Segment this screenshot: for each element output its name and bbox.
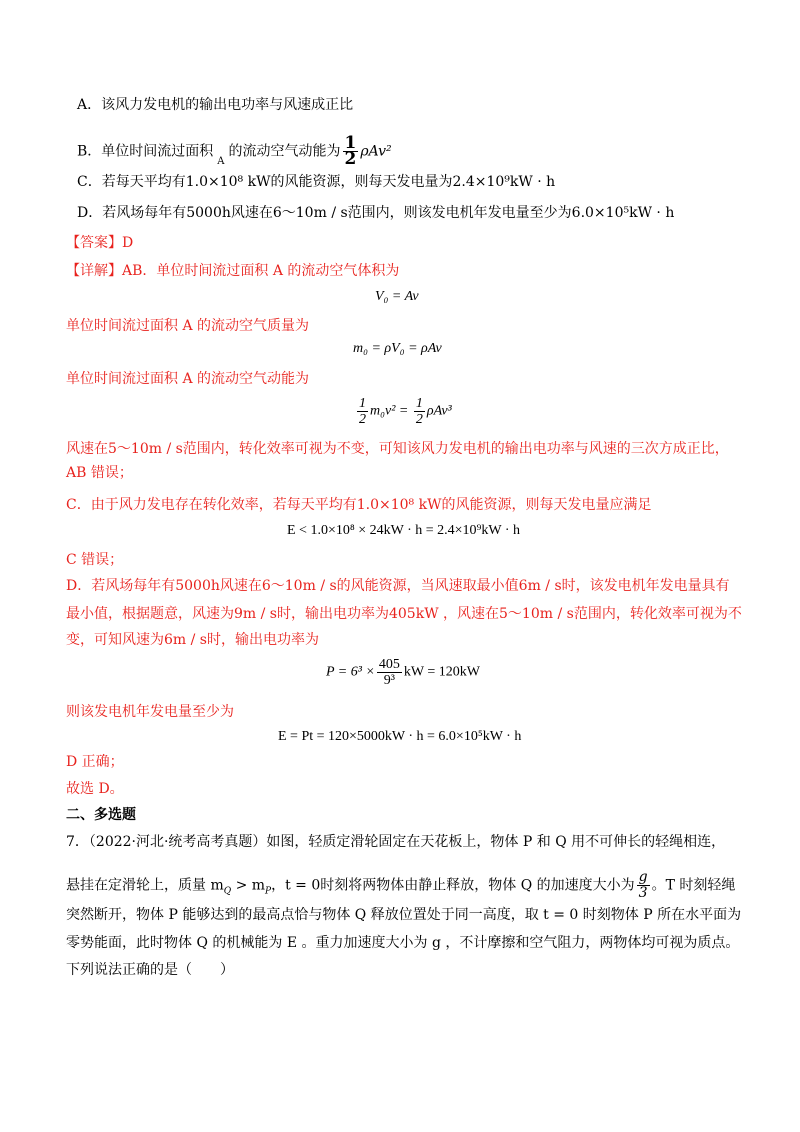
answer: 【答案】D [66, 235, 134, 251]
option-b-text: B．单位时间流过面积 [77, 143, 214, 160]
option-c: C．若每天平均有1.0×10⁸ kW的风能资源，则每天发电量为2.4×10⁹kW · h [77, 174, 556, 190]
detail-ke-text: 单位时间流过面积 A 的流动空气动能为 [66, 371, 310, 387]
q7-line-2b: > m [231, 877, 266, 894]
option-b-half: $\frac{1}{2}$ [344, 133, 357, 169]
detail-c-wrong: C 错误； [66, 552, 124, 568]
eq-p-right: kW = 120kW [403, 664, 480, 680]
detail-d-correct: D 正确； [66, 754, 124, 770]
option-b-sym: A [217, 155, 225, 167]
eq-ke-rhs: m₀v² = [370, 403, 412, 419]
eq-ke-half-1: $\frac{1}{2}$ [359, 396, 366, 427]
eq-c: E < 1.0×10⁸ × 24kW · h = 2.4×10⁹kW · h [287, 523, 521, 538]
option-d: D．若风场每年有5000h风速在6～10m / s范围内，则该发电机年发电量至少为6.0×10⁵kW · h [77, 205, 675, 221]
q7-line-4: 零势能面，此时物体 Q 的机械能为 E 。重力加速度大小为 g ，不计摩擦和空气阻力，两物体均可视为质点。 [66, 935, 740, 951]
detail-d-text-2: 最小值，根据题意，风速为9m / s时，输出电功率为405kW ，风速在5～10m / s范围内，转化效率可视为不 [66, 606, 742, 622]
eq-v0: V₀ = Av [375, 289, 419, 304]
q7-line-5: 下列说法正确的是（ ） [66, 962, 234, 978]
eq-ke [355, 396, 452, 427]
section-title: 二、多选题 [66, 807, 136, 823]
detail-choose: 故选 D。 [66, 781, 124, 797]
q7-line-2a: 悬挂在定滑轮上，质量 m [66, 877, 224, 894]
detail-ab-conclusion-2: AB 错误； [66, 465, 133, 481]
option-b [77, 133, 392, 172]
eq-e: E = Pt = 120×5000kW · h = 6.0×10⁵kW · h [278, 729, 522, 744]
q7-frac-num: g [638, 869, 648, 885]
detail-d-text-3: 变，可知风速为6m / s时，输出电功率为 [66, 632, 319, 648]
detail-c-text: C．由于风力发电存在转化效率，若每天平均有1.0×10⁸ kW的风能资源，则每天发电量应满足 [66, 497, 652, 513]
q7-line-1: 7．（2022·河北·统考高考真题）如图，轻质定滑轮固定在天花板上，物体 P 和 Q 用不可伸长的轻绳相连， [66, 834, 726, 850]
q7-line-2: 悬挂在定滑轮上，质量 $m_Q > m_P$，t = 0时刻将两物体由静止释放，物体 Q 的加速度大小为 $\frac{g}{3}$ 。T 时刻轻绳 [66, 869, 736, 901]
q7-line-2c: ，t = 0时刻将两物体由静止释放，物体 Q 的加速度大小为 [271, 877, 635, 894]
q7-line-2d: 。T 时刻轻绳 [651, 877, 736, 894]
eq-ke-half-2: $\frac{1}{2}$ [415, 396, 423, 427]
option-a: A．该风力发电机的输出电功率与风速成正比 [77, 97, 354, 113]
eq-p-frac [377, 657, 402, 688]
eq-p-left: P = 6³ × [326, 664, 375, 680]
eq-p-den: 9³ [383, 673, 395, 688]
detail-ab-intro: 【详解】AB．单位时间流过面积 A 的流动空气体积为 [66, 263, 400, 279]
detail-ab-conclusion-1: 风速在5～10m / s范围内，转化效率可视为不变，可知该风力发电机的输出电功率与风速的三次方成正比， [66, 441, 729, 457]
q7-frac-den: 3 [638, 885, 648, 901]
detail-mass-text: 单位时间流过面积 A 的流动空气质量为 [66, 318, 310, 334]
option-b-formula: ρAv² [360, 143, 392, 160]
eq-ke-end: ρAv³ [426, 403, 452, 419]
eq-m0: m₀ = ρV₀ = ρAv [353, 341, 442, 356]
q7-line-3: 突然断开，物体 P 能够达到的最高点恰与物体 Q 释放位置处于同一高度，取 t = 0 时刻物体 P 所在水平面为 [66, 907, 742, 923]
detail-d-text-1: D．若风场每年有5000h风速在6～10m / s的风能资源，当风速取最小值6m / s时，该发电机年发电量具有 [66, 578, 730, 594]
q7-frac [637, 870, 650, 901]
eq-p [326, 657, 480, 688]
detail-annual-text: 则该发电机年发电量至少为 [66, 704, 234, 720]
option-b-text2: 的流动空气动能为 [228, 143, 341, 160]
eq-p-num: 405 [378, 657, 400, 672]
